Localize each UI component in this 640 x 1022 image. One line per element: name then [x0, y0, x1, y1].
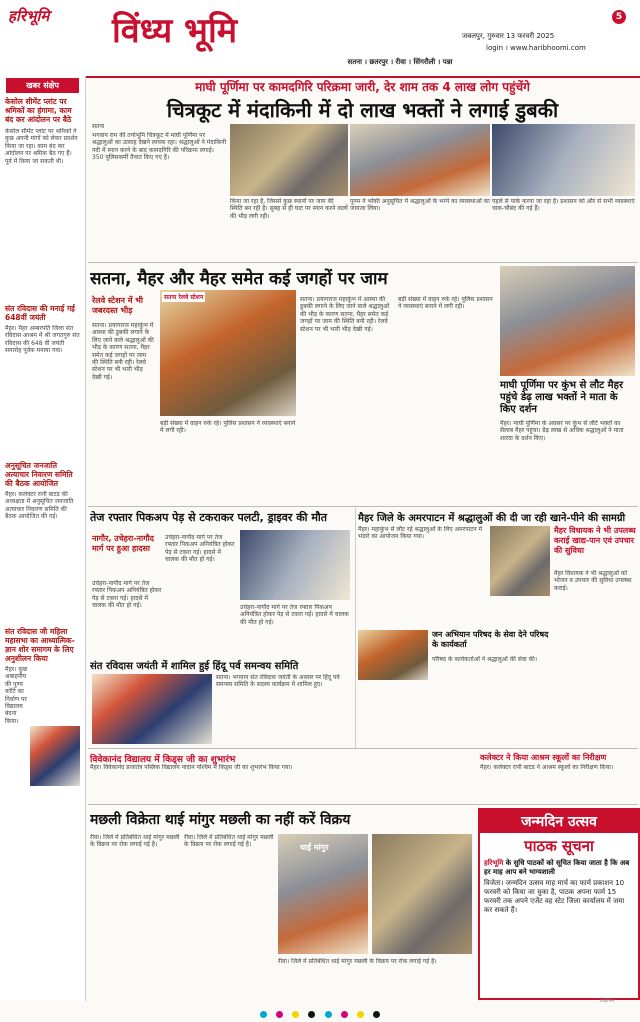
- site-url[interactable]: login । www.haribhoomi.com: [486, 44, 586, 52]
- sidebar-story-title: अनुसूचित जनजाति अत्याचार निवारण समिति की बैठक आयोजित: [5, 461, 73, 488]
- mla-body: मैहर विधायक ने भी श्रद्धालुओं को भोजन व उपचार की सुविधा उपलब्ध कराई।: [554, 570, 632, 592]
- divider: [355, 508, 356, 748]
- accident-headline: तेज रफ्तार पिकअप पेड़ से टकराकर पलटी, ड्राइवर की मौत: [90, 511, 328, 524]
- divider: [88, 804, 638, 805]
- sidebar-story-title: केसोल सीमेंट प्लांट पर श्रमिकों का हंगामा, काम बंद कर आंदोलन पर बैठे: [5, 97, 72, 124]
- region-bar: सतना । छतरपुर । रीवा । सिंगरौली । पन्ना: [347, 58, 453, 66]
- ravidas-photo: [92, 674, 212, 744]
- ad-brand: हरिभूमि: [484, 859, 504, 867]
- sidebar-story-body: केसोल सीमेंट प्लांट पर श्रमिकों ने कुछ अपनी मांगों को लेकर प्रदर्शन किया जा रहा। काम बंद कर आंदोलन पर श्रमिक बैठ गए हैं। पूर्व में किया जा सकती थी।: [5, 128, 78, 165]
- divider: [88, 506, 638, 507]
- dateline: जबलपुर, गुरुवार 13 फरवरी 2025: [462, 32, 555, 40]
- sidebar-story-title: संत रविदास की मनाई गई 648वीं जयंती: [5, 304, 75, 322]
- accident-body-3: उचेहरा-नागौद मार्ग पर तेज रफ्तार पिकअप अनियंत्रित होकर पेड़ से टकरा गई। हादसे में चालक की मौत हो गई।: [240, 604, 349, 626]
- jam-body: सतना। प्रयागराज महाकुंभ में आस्था की डुबकी लगाने के लिए जाने वाले श्रद्धालुओं की भीड़ के कारण सतना, मैहर समेत कई जगहों पर जाम की स्थिति बनी रही। रेलवे स्टेशन पर भी भारी भीड़ देखी गई।: [92, 322, 154, 381]
- sidebar-story-body: मैहर। कुछ अबाहनीय की पुण्य कोटि का निर्वाण पर विद्यालय बंदना किया।: [5, 666, 28, 725]
- lead-caption-2: पूनम ने भक्ति अनुसूचित में श्रद्धालुओं के भरने का व्यवस्थाओं का जायजा लिया।: [350, 198, 490, 213]
- lead-byline: सतना: [92, 123, 105, 130]
- council-headline: जन अभियान परिषद के सेवा देने परिषद के कार्यकर्ता: [432, 630, 549, 649]
- lead-kicker: माघी पूर्णिमा पर कामदगिरि परिक्रमा जारी, देर शाम तक 4 लाख लोग पहुंचेंगे: [195, 80, 530, 94]
- lead-caption-3: पहले से पार्क करना जा रहा है। प्रशासन को और से सभी व्यवस्थाएं चाक-चौबंद की गई हैं।: [492, 198, 635, 213]
- school-body: मैहर। विवेकानंद प्रजातंत्र पब्लिक विद्यालय नादान पश्चिम में किड्स जी का शुभारंभ किया गया।: [90, 764, 293, 771]
- fish-body: रीवा। जिले में प्रतिबंधित थाई मांगुर मछली के विक्रय पर रोक लगाई गई है।: [90, 834, 180, 849]
- accident-body: उचेहरा-नागौद मार्ग पर तेज रफ्तार पिकअप अनियंत्रित होकर पेड़ से टकरा गई। हादसे में चालक की मौत हो गई।: [165, 534, 235, 564]
- lead-photo-1: [230, 124, 348, 196]
- ad-label: विज्ञापन: [600, 998, 615, 1004]
- lead-caption-1: किया जा रहा है, जिससे कुछ स्थानों पर जाम की स्थिति बन रही है। सुबह से ही घाट पर स्नान करने वालों की भीड़ लगी रही।: [230, 198, 348, 220]
- brand-logo: हरिभूमि: [8, 7, 50, 25]
- jam-body-2: बड़ी संख्या में वाहन रुके रहे। पुलिस प्रशासन ने व्यवस्थाएं बनाने में लगी रही।: [160, 420, 296, 435]
- divider: [88, 748, 638, 749]
- mla-headline: मैहर विधायक ने भी उपलब्ध कराई खाद्य-पान एवं उपचार की सुविधा: [554, 526, 636, 555]
- council-body: परिषद के कार्यकर्ताओं ने श्रद्धालुओं की सेवा की।: [432, 656, 538, 663]
- council-photo: [358, 630, 428, 680]
- page-title: विंध्य भूमि: [112, 11, 238, 51]
- khichdi-headline: मैहर जिले के अमरपाटन में श्रद्धालुओं की दी जा रही खाने-पीने की सामग्री: [358, 513, 626, 524]
- accident-subhead: नागौर, उचेहरा-नागौद मार्ग पर हुआ हादसा: [92, 534, 154, 553]
- masthead: [0, 0, 640, 78]
- lead-photo-3: [492, 124, 635, 196]
- sidebar-photo: [30, 726, 80, 786]
- kumbh-headline: माघी पूर्णिमा पर कुंभ से लौट मैहर पहुंचे डेढ़ लाख भक्तों ने माता के किए दर्शन: [500, 380, 624, 415]
- ad-line-2: विजेता। जन्मदिन उत्सव माह मार्च का फार्म प्रकाशन 10 फरवरी को किया जा चुका है, पाठक अपना फार्म 15 फरवरी तक अपने एजेंट वह स्टेट जिला कार्यालय में जमा कर सकते हैं।: [484, 879, 625, 914]
- fish-headline: मछली विक्रेता थाई मांगुर मछली का नहीं करें विक्रय: [90, 812, 351, 828]
- jam-body-4: बड़ी संख्या में वाहन रुके रहे। पुलिस प्रशासन ने व्यवस्थाएं बनाने में लगी रही।: [398, 296, 493, 311]
- lead-headline: चित्रकूट में मंदाकिनी में दो लाख भक्तों ने लगाई डुबकी: [166, 98, 559, 122]
- sidebar-heading: खबर संक्षेप: [6, 78, 79, 93]
- sidebar: [0, 76, 86, 1001]
- collector-body: मैहर। कलेक्टर रानी बाटड ने आश्रम स्कूलों का निरीक्षण किया।: [480, 764, 614, 771]
- kumbh-photo: [500, 266, 635, 376]
- ad-box[interactable]: [478, 808, 640, 1000]
- fish-photo-2: [372, 834, 472, 954]
- sidebar-story-title: संत रविदास जी महिला महासभा का आध्यात्मिक-ज्ञान शोर समागम के लिए अनुशीलन किया: [5, 627, 75, 663]
- registration-marks: [70, 1003, 570, 1022]
- jam-photo: [160, 290, 296, 416]
- fish-body-2: रीवा। जिले में प्रतिबंधित थाई मांगुर मछली के विक्रय पर रोक लगाई गई है।: [184, 834, 274, 849]
- page-number: 5: [612, 10, 626, 24]
- fish-caption: रीवा। जिले में प्रतिबंधित थाई मांगुर मछली के विक्रय पर रोक लगाई गई है।: [278, 958, 437, 965]
- collector-headline: कलेक्टर ने किया आश्रम स्कूलों का निरीक्षण: [480, 753, 607, 762]
- sidebar-story-body: मैहर। कलेक्टर रानी बाटड की अध्यक्षता में अनुसूचित जनजाति अत्याचार निवारण समिति की बैठक आयोजित की गई।: [5, 491, 74, 521]
- kumbh-body: मैहर। माघी पूर्णिमा के अवसर पर कुंभ से लौटे भक्तों का सैलाब मैहर पहुंचा। डेढ़ लाख से अधिक श्रद्धालुओं ने माता शारदा के दर्शन किए।: [500, 420, 624, 442]
- jam-photo-caption: सतना रेलवे स्टेशन: [164, 294, 204, 301]
- school-headline: विवेकानंद विद्यालय में किड्स जी का शुभारंभ: [90, 755, 236, 765]
- ravidas-body: सतना। भगवान संत रविदास जयंती के अवसर पर हिंदू पर्व समन्वय समिति के सदस्य कार्यक्रम में शामिल हुए।: [216, 674, 340, 689]
- jam-body-3: सतना। प्रयागराज महाकुंभ में आस्था की डुबकी लगाने के लिए जाने वाले श्रद्धालुओं की भीड़ के कारण सतना, मैहर समेत कई जगहों पर जाम की स्थिति बनी रही। रेलवे स्टेशन पर भी भारी भीड़ देखी गई।: [300, 296, 390, 333]
- ad-line-1: के सुधि पाठकों को सूचित किया जाता है कि अब हर माह आप बने भाग्यशाली: [484, 859, 630, 876]
- khichdi-photo: [490, 526, 550, 596]
- ravidas-headline: संत रविदास जयंती में शामिल हुई हिंदू पर्व समन्वय समिति: [90, 661, 299, 672]
- khichdi-body: मैहर। महाकुंभ से लौट रहे श्रद्धालुओं के लिए अमरपाटन में भंडारे का आयोजन किया गया।: [358, 526, 483, 541]
- lead-body: भगवान राम की तपोभूमि चित्रकूट में माघी पूर्णिमा पर श्रद्धालुओं का उत्साह देखने लायक रहा। श्रद्धालुओं ने मंदाकिनी नदी में स्नान करने के बाद कामदगिरि की परिक्रमा लगाई। 350 पुलिसकर्मी तैनात किए गए हैं।: [92, 132, 227, 162]
- ad-subtitle: पाठक सूचना: [524, 837, 594, 855]
- jam-subhead: रेलवे स्टेशन में भी जबरदस्त भीड़: [92, 296, 144, 315]
- accident-photo: [240, 530, 350, 600]
- sidebar-story-body: मैहर। मैहर अम्बरपति जिला संत रविदास आश्रम में श्री जगतगुरु संत रविदास की 648 वीं जयंती समारोह पूर्वक मनाया गया।: [5, 325, 80, 355]
- fish-poster-text: थाई मांगुर: [300, 843, 329, 852]
- accident-body-2: उचेहरा-नागौद मार्ग पर तेज रफ्तार पिकअप अनियंत्रित होकर पेड़ से टकरा गई। हादसे में चालक की मौत हो गई।: [92, 580, 162, 610]
- lead-photo-2: [350, 124, 490, 196]
- divider: [88, 262, 638, 263]
- ad-title: जन्मदिन उत्सव: [480, 810, 638, 833]
- jam-headline: सतना, मैहर और मैहर समेत कई जगहों पर जाम: [90, 269, 388, 289]
